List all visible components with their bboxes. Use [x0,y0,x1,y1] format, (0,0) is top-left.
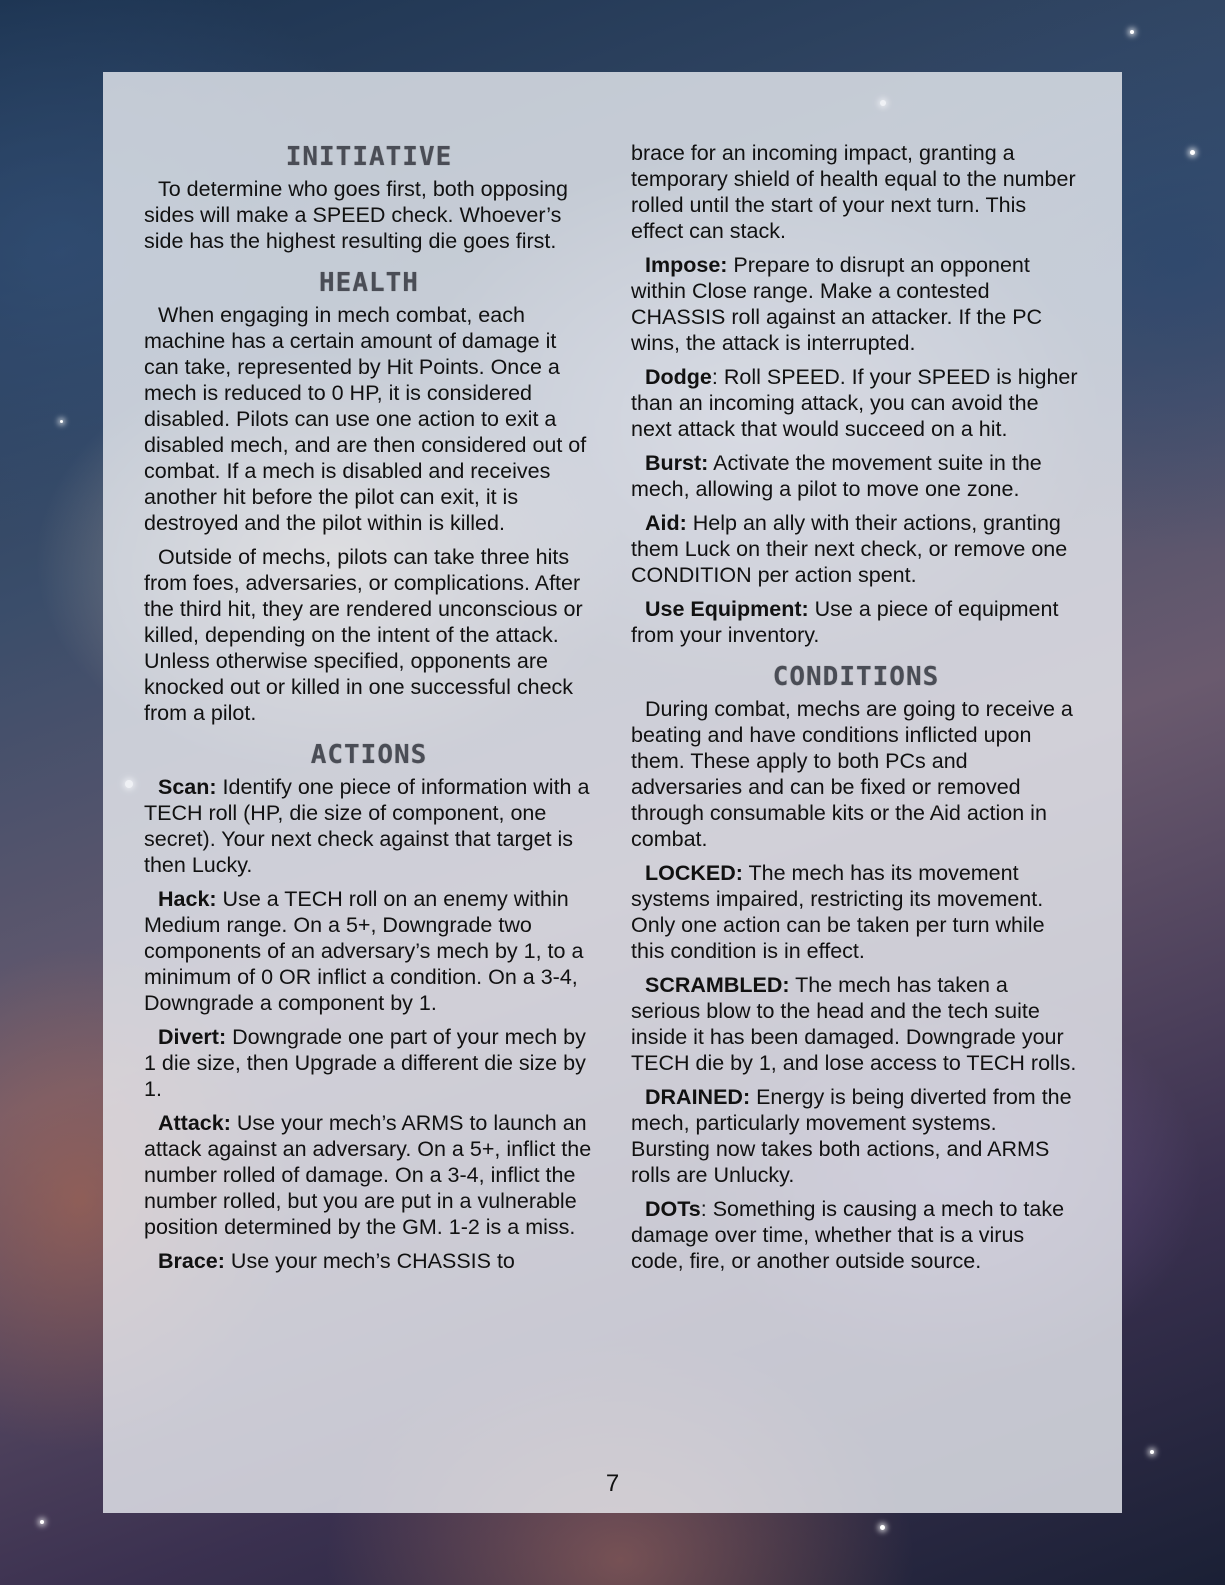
action-item: Burst: Activate the movement suite in the mech, allowing a pilot to move one zone. [631,451,1042,501]
star-decoration [1190,150,1195,155]
action-item: Scan: Identify one piece of information with a TECH roll (HP, die size of component, one secret). Your next check against that target is then Lucky. [144,775,590,877]
action-term: Divert: [158,1025,227,1049]
action-item: Brace: Use your mech’s CHASSIS to [158,1249,515,1273]
action-term: Aid: [645,511,687,535]
initiative-paragraph: To determine who goes first, both opposing sides will make a SPEED check. Whoever’s side has the highest resulting die goes first. [144,177,568,253]
action-term: Hack: [158,887,217,911]
action-item: Impose: Prepare to disrupt an opponent within Close range. Make a contested CHASSIS roll against an attacker. If the PC wins, the attack is interrupted. [631,253,1043,355]
conditions-heading: CONDITIONS [772,662,940,692]
star-decoration [1150,1450,1154,1454]
star-decoration [1130,30,1134,34]
right-column [631,140,1081,1282]
action-term: Dodge [645,365,712,389]
action-term: Burst: [645,451,709,475]
page-panel [103,72,1122,1513]
action-item: Use Equipment: Use a piece of equipment from your inventory. [631,597,1059,647]
action-term: Use Equipment: [645,597,809,621]
health-paragraph-2: Outside of mechs, pilots can take three hits from foes, adversaries, or complications. After the third hit, they are rendered unconscious or killed, depending on the intent of the attack. Unless otherwise specified, opponents are knocked out or killed in one successful check from a pilot. [144,545,583,725]
star-decoration [880,1525,885,1530]
star-decoration [60,420,63,423]
initiative-heading: INITIATIVE [285,142,453,172]
page-number: 7 [605,1470,620,1497]
action-term: Scan: [158,775,217,799]
condition-term: LOCKED: [645,861,743,885]
condition-item: DRAINED: Energy is being diverted from the mech, particularly movement systems. Bursting now takes both actions, and ARMS rolls are Unlucky. [631,1085,1072,1187]
condition-item: SCRAMBLED: The mech has taken a serious blow to the head and the tech suite inside it has been damaged. Downgrade your TECH die by 1, and lose access to TECH rolls. [631,973,1077,1075]
condition-term: DRAINED: [645,1085,751,1109]
action-item: Aid: Help an ally with their actions, granting them Luck on their next check, or remove one CONDITION per action spent. [631,511,1068,587]
action-item: Attack: Use your mech’s ARMS to launch an attack against an adversary. On a 5+, inflict the number rolled of damage. On a 3-4, inflict the number rolled, but you are put in a vulnerable position determined by the GM. 1-2 is a miss. [144,1111,592,1239]
health-paragraph-1: When engaging in mech combat, each machine has a certain amount of damage it can take, represented by Hit Points. Once a mech is reduced to 0 HP, it is considered disabled. Pilots can use one action to exit a disabled mech, and are then considered out of combat. If a mech is disabled and receives another hit before the pilot can exit, it is destroyed and the pilot within is killed. [144,303,587,535]
condition-item: DOTs: Something is causing a mech to take damage over time, whether that is a virus code, fire, or another outside source. [631,1197,1065,1273]
left-column [144,142,594,1282]
health-heading: HEALTH [319,268,419,298]
condition-term: DOTs [645,1197,701,1221]
brace-continued-paragraph: brace for an incoming impact, granting a temporary shield of health equal to the number rolled until the start of your next turn. This effect can stack. [631,141,1076,243]
action-item: Dodge: Roll SPEED. If your SPEED is higher than an incoming attack, you can avoid the next attack that would succeed on a hit. [631,365,1078,441]
star-decoration [40,1520,44,1524]
actions-heading: ACTIONS [310,740,428,770]
conditions-paragraph: During combat, mechs are going to receive a beating and have conditions inflicted upon them. These apply to both PCs and adversaries and can be fixed or removed through consumable kits or the Aid action in combat. [631,697,1073,851]
action-term: Impose: [645,253,728,277]
condition-item: LOCKED: The mech has its movement systems impaired, restricting its movement. Only one action can be taken per turn while this condition is in effect. [631,861,1045,963]
action-term: Brace: [158,1249,225,1273]
action-item: Hack: Use a TECH roll on an enemy within Medium range. On a 5+, Downgrade two components of an adversary’s mech by 1, to a minimum of 0 OR inflict a condition. On a 3-4, Downgrade a component by 1. [144,887,584,1015]
action-term: Attack: [158,1111,231,1135]
condition-term: SCRAMBLED: [645,973,790,997]
action-item: Divert: Downgrade one part of your mech by 1 die size, then Upgrade a different die size by 1. [144,1025,586,1101]
